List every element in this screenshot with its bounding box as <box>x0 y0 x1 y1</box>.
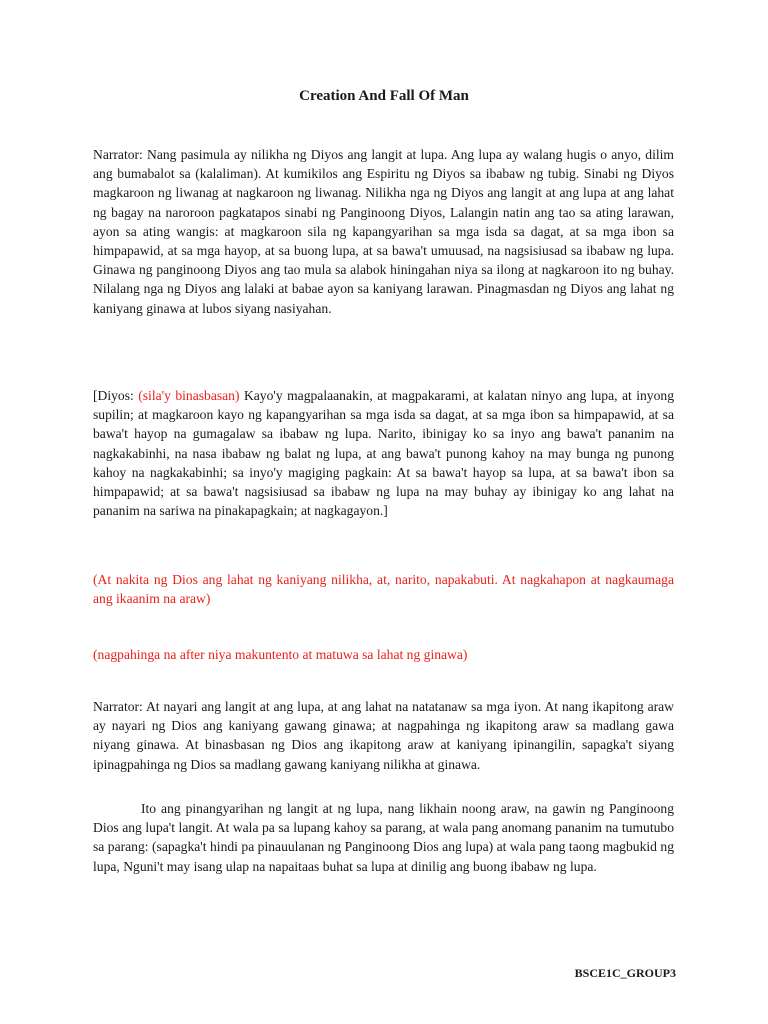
document-title: Creation And Fall Of Man <box>299 88 469 104</box>
narrator-paragraph-creation: Narrator: Nang pasimula ay nilikha ng Diyos ang langit at lupa. Ang lupa ay walang hugis o anyo, dilim ang bumabalot sa (kalaliman). At kumikilos ang Espiritu ng Diyos sa ibabaw ng tubig. Sinabi ng Diyos magkaroon ng liwanag at nagkaroon ng liwanag. Nilikha nga ng Diyos ang langit at ang lupa at ang lahat ng bagay na naroroon pagkatapos sinabi ng Panginoong Diyos, Lalangin natin ang tao sa ating larawan, ayon sa ating wangis: at magkaroon sila ng kapangyarihan sa mga isda sa dagat, at sa mga ibon sa himpapawid, at sa mga hayop, at sa buong lupa, at sa bawa't umuusad, na nagsisiusad sa ibabaw ng lupa. Ginawa ng panginoong Diyos ang tao mula sa alabok hiningahan niya sa ilong at nagkaroon ito ng buhay. Nilalang nga ng Diyos ang lalaki at babae ayon sa kaniyang larawan. Pinagmasdan ng Diyos ang lahat ng kaniyang ginawa at lubos siyang nasiyahan. <box>93 147 674 316</box>
group-footer-label: BSCE1C_GROUP3 <box>574 966 676 980</box>
narrator-paragraph-seventh-day: Narrator: At nayari ang langit at ang lupa, at ang lahat na natatanaw sa mga iyon. At nang ikapitong araw ay nayari ng Dios ang kaniyang gawang ginawa; at nagpahinga ng ikapitong araw sa madlang gawa niyang ginawa. At binasbasan ng Dios ang ikapitong araw at kaniyang ipinangilin, sapagka't siyang ipinagpahinga ng Dios sa madlang gawang kaniyang nilikha at ginawa. <box>93 699 674 772</box>
stage-direction-rest: (nagpahinga na after niya makuntento at matuwa sa lahat ng ginawa) <box>93 647 468 662</box>
narrator-paragraph-heavens-earth: Ito ang pinangyarihan ng langit at ng lupa, nang likhain noong araw, na gawin ng Panginoong Dios ang lupa't langit. At wala pa sa lupang kahoy sa parang, at wala pang anomang pananim na tumutubo sa parang: (sapagka't hindi pa pinauulanan ng Panginoong Dios ang lupa) at wala pang taong magbukid ng lupa, Nguni't may isang ulap na napaitaas buhat sa lupa at dinilig ang buong ibabaw ng lupa. <box>93 801 674 874</box>
stage-direction-sixth-day: (At nakita ng Dios ang lahat ng kaniyang nilikha, at, narito, napakabuti. At nagkahapon at nagkaumaga ang ikaanim na araw) <box>93 572 674 607</box>
stage-direction-blessing: (sila'y binasbasan) <box>138 388 240 403</box>
dialogue-speaker: [Diyos: <box>93 388 139 403</box>
diyos-dialogue-paragraph <box>93 386 674 520</box>
dialogue-body: Kayo'y magpalaanakin, at magpakarami, at kalatan ninyo ang lupa, at inyong supilin; at magkaroon kayo ng kapangyarihan sa mga isda sa dagat, at sa mga ibon sa himpapawid, at sa bawa't hayop na gumagalaw sa ibabaw ng lupa. Narito, ibinigay ko sa inyo ang bawa't pananim na nagkakabinhi, na nasa ibabaw ng balat ng lupa, at ang bawa't punong kahoy na may bunga ng punong kahoy na nagkakabinhi; sa inyo'y magiging pagkain: At sa bawa't hayop sa lupa, at sa bawa't ibon sa himpapawid; at sa bawa't nagsisiusad sa ibabaw ng lupa na may buhay ay ibinigay ko ang lahat na pananim na sariwa na pinakapagkain; at nagkagayon.] <box>93 388 674 519</box>
